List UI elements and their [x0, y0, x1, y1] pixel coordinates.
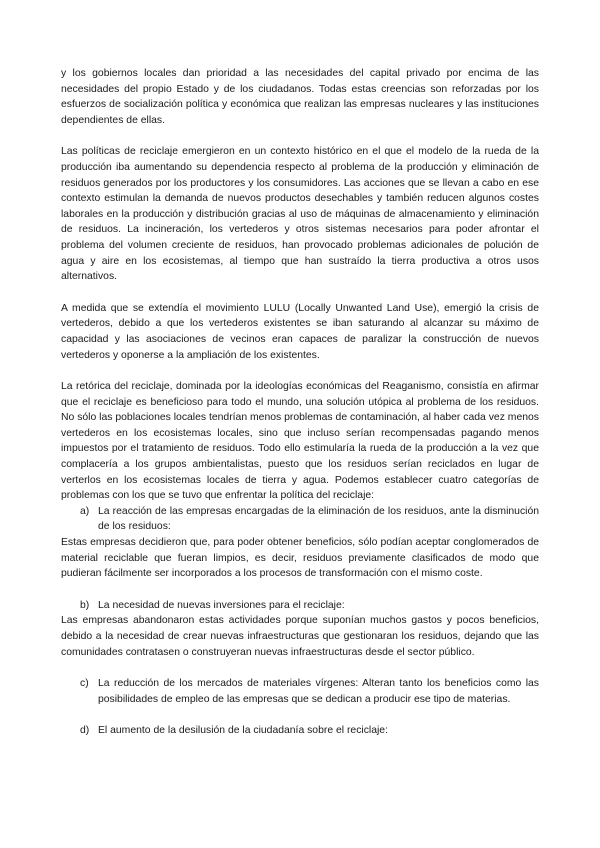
list-item-heading: La reacción de las empresas encargadas de la eliminación de los residuos, ante la disminución de los residuos:	[98, 505, 539, 533]
paragraph-recycling-policies: Las políticas de reciclaje emergieron en un contexto histórico en el que el modelo de la rueda de la producción iba aumentando su dependencia respecto al problema de la producción y eliminación de residuos generados por los productores y los consumidores. Las acciones que se llevan a cabo en ese contexto estimulan la demanda de nuevos productos desechables y también reducen algunos costes laborales en la producción y distribución gracias al uso de máquinas de almacenamiento y eliminación de residuos. La incineración, los vertederos y otros sistemas necesarios para poder afrontar el problema del volumen creciente de residuos, han provocado problemas adicionales de polución de agua y aire en los ecosistemas, al tiempo que han sustraído la tierra productiva a otros usos alternativos.	[61, 146, 539, 283]
list-item-a	[61, 504, 539, 535]
paragraph-intro: y los gobiernos locales dan prioridad a las necesidades del capital privado por encima de las necesidades del propio Estado y de los ciudadanos. Todas estas creencias son reforzadas por los esfuerzos de socialización política y económica que realizan las empresas nucleares y las instituciones dependientes de ellas.	[61, 68, 539, 126]
list-marker: a)	[80, 505, 90, 517]
list-marker: c)	[80, 678, 89, 690]
list-item-heading: El aumento de la desilusión de la ciudadanía sobre el reciclaje:	[98, 725, 388, 737]
list-item-b	[61, 598, 539, 614]
paragraph-recycling-rhetoric: La retórica del reciclaje, dominada por la ideologías económicas del Reaganismo, consistía en afirmar que el reciclaje es beneficioso para todo el mundo, una solución utópica al problema de los residuos. No sólo las poblaciones locales tendrían menos problemas de contaminación, al haber cada vez menos vertederos en los ecosistemas locales, sino que incluso serían recompensadas pagando menos impuestos por el tratamiento de residuos. Todo ello estimularía la rueda de la producción a la vez que complacería a los grupos ambientalistas, puesto que los residuos serían reciclados en lugar de verterlos en los ecosistemas locales de tierra y agua. Podemos establecer cuatro categorías de problemas con los que se tuvo que enfrentar la política del reciclaje:	[61, 381, 539, 502]
list-item-b-body: Las empresas abandonaron estas actividades porque suponían muchos gastos y pocos beneficios, debido a la necesidad de crear nuevas infraestructuras que gestionaran los residuos, dejando que las comunidades contratasen o construyeran nuevas infraestructuras desde el sector público.	[61, 615, 539, 658]
list-item-c	[61, 676, 539, 707]
list-item-heading: La necesidad de nuevas inversiones para el reciclaje:	[98, 599, 345, 611]
paragraph-lulu-movement: A medida que se extendía el movimiento LULU (Locally Unwanted Land Use), emergió la crisis de vertederos, debido a que los vertederos existentes se iban saturando al alcanzar su máximo de capacidad y las asociaciones de vecinos eran capaces de paralizar la construcción de nuevos vertederos y oponerse a la ampliación de los existentes.	[61, 302, 539, 361]
list-item-d	[61, 723, 539, 739]
list-marker: b)	[80, 599, 90, 611]
list-item-heading: La reducción de los mercados de materiales vírgenes: Alteran tanto los beneficios como las posibilidades de empleo de las empresas que se dedican a producir ese tipo de materias.	[98, 678, 539, 705]
list-marker: d)	[80, 725, 90, 737]
list-item-a-body: Estas empresas decidieron que, para poder obtener beneficios, sólo podían aceptar conglomerados de material reciclable que fueran limpios, es decir, residuos previamente clasificados de modo que pudieran fácilmente ser incorporados a los procesos de transformación con el mismo coste.	[61, 537, 539, 580]
